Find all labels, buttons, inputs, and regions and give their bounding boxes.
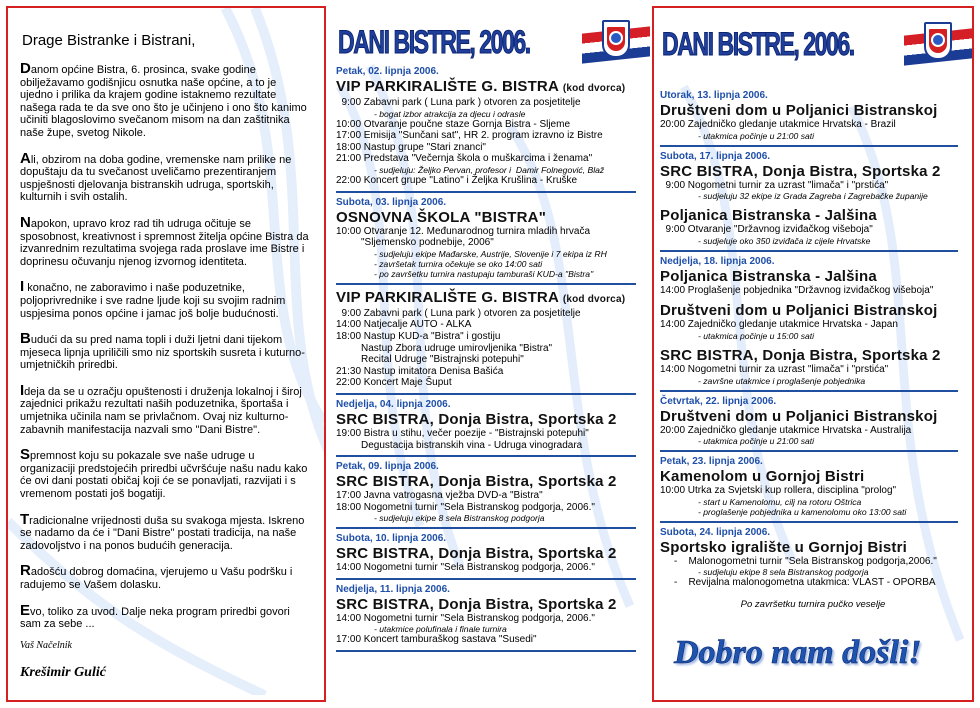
event-item: Nastup Zbora udruge umirovljenika "Bistra" <box>336 342 553 354</box>
event-item: 14:00 Zajedničko gledanje utakmice Hrvatska - Japan <box>660 319 898 331</box>
event-day <box>336 289 636 395</box>
signature-name: Krešimir Gulić <box>20 664 106 680</box>
event-date: Nedjelja, 04. lipnja 2006. <box>336 398 451 410</box>
event-item: 18:00 Nogometni turnir "Sela Bistranskog podgorja, 2006." <box>336 501 595 513</box>
paragraph-text: adošću dobrog domaćina, vjerujemo u Vašu podršku i radujemo se Vašem dolasku. <box>20 566 293 591</box>
event-note: - utakmica počinje u 15:00 sati <box>698 330 815 341</box>
venue-name: VIP PARKIRALIŠTE G. BISTRA <box>336 288 559 306</box>
event-item: 10:00 Otvaranje poučne staze Gornja Bistra - Sljeme <box>336 118 571 130</box>
drop-initial: N <box>20 213 31 231</box>
drop-initial: T <box>20 510 30 528</box>
letter-column <box>6 6 326 702</box>
event-item: 14:00 Proglašenje pobjednika "Državnog izviđačkog višeboja" <box>660 284 934 296</box>
event-item: "Sljemensko podnebije, 2006" <box>336 237 494 249</box>
event-note: - sudjeluju 32 ekipe iz Grada Zagreba i Zagrebačke županije <box>698 191 928 202</box>
letter-paragraph <box>20 601 310 631</box>
event-day <box>336 461 636 529</box>
letter-greeting: Drage Bistranke i Bistrani, <box>22 32 196 49</box>
event-item: 14:00 Nogometni turnir "Sela Bistranskog podgorja, 2006." <box>336 612 595 624</box>
coat-of-arms-icon <box>902 22 972 66</box>
event-item: - Revijalna malonogometna utakmica: VLAST - OPORBA <box>674 577 936 589</box>
letter-paragraph <box>20 381 310 436</box>
event-date: Subota, 24. lipnja 2006. <box>660 526 771 538</box>
event-note: - završetak turnira očekuje se oko 14:00 sati <box>374 258 543 269</box>
event-note: - po završetku turnira nastupaju tamburaši KUD-a "Bistra" <box>374 268 594 279</box>
event-day <box>660 396 958 453</box>
event-item: 10:00 Otvaranje 12. Međunarodnog turnira mladih hrvača <box>336 225 591 237</box>
event-item: 19:00 Bistra u stihu, večer poezije - "Bistrajnski potepuhi" <box>336 427 589 439</box>
venue-name: SRC BISTRA, Donja Bistra, Sportska 2 <box>336 545 617 563</box>
paragraph-text: radicionalne vrijednosti duša su svakoga mjesta. Iskreno se nadamo da će i "Dani Bistre" postati tradicija, na naše zadovoljstvo i na ponos budućih generacija. <box>20 514 305 552</box>
drop-initial: B <box>20 330 31 348</box>
welcome-slogan: Dobro nam došli! <box>674 634 922 671</box>
letter-paragraph <box>20 149 310 204</box>
event-item: Recital Udruge "Bistrajnski potepuhi" <box>336 354 524 366</box>
event-venue: SRC BISTRA, Donja Bistra, Sportska 2 <box>660 162 941 180</box>
event-venue <box>336 545 636 562</box>
program-column-left <box>330 6 650 702</box>
event-date: Subota, 03. lipnja 2006. <box>336 196 447 208</box>
event-item: 22:00 Koncert grupe "Latino" i Željka Krušlina - Kruške <box>336 174 578 186</box>
event-item: 21:00 Predstava "Večernja škola o muškarcima i ženama" <box>336 153 593 165</box>
coat-of-arms-icon <box>580 20 650 64</box>
event-venue: Poljanica Bistranska - Jalšina <box>660 207 877 225</box>
signature-title: Vaš Načelnik <box>20 639 72 651</box>
event-item: 20:00 Zajedničko gledanje utakmice Hrvatska - Brazil <box>660 119 896 130</box>
event-day <box>336 66 636 193</box>
drop-initial: R <box>20 562 31 580</box>
event-day <box>660 90 958 147</box>
event-item: 17:00 Koncert tamburaškog sastava "Susedi" <box>336 634 537 646</box>
letter-body <box>8 60 324 631</box>
event-item: - Malonogometni turnir "Sela Bistranskog podgorja,2006." <box>674 555 937 567</box>
event-date: Četvrtak, 22. lipnja 2006. <box>660 395 777 407</box>
program-list-right <box>654 90 972 593</box>
letter-paragraph <box>20 60 310 140</box>
festival-title: DANI BISTRE, 2006. <box>662 26 854 62</box>
event-note: - sudjeluju: Željko Pervan, profesor i Damir Folnegović, Blaž <box>374 164 605 175</box>
event-item: 17:00 Javna vatrogasna vježba DVD-a "Bistra" <box>336 490 543 502</box>
event-day <box>660 456 958 523</box>
event-item: 9:00 Nogometni turnir za uzrast "limača" i "prstića" <box>660 179 889 191</box>
closing-note: Po završetku turnira pučko veselje <box>740 598 886 610</box>
event-venue: Poljanica Bistranska - Jalšina <box>660 267 877 285</box>
event-venue <box>336 596 636 613</box>
event-venue <box>336 289 636 308</box>
letter-paragraph <box>20 278 310 320</box>
event-day <box>336 533 636 580</box>
event-note: - utakmice polufinala i finale turnira <box>374 624 507 635</box>
letter-paragraph <box>20 330 310 372</box>
event-date: Petak, 09. lipnja 2006. <box>336 461 439 473</box>
event-note: - sudjeluju ekipe 8 sela Bistranskog podgorja <box>698 567 869 578</box>
event-item: 9:00 Zabavni park ( Luna park ) otvoren za posjetitelje <box>336 307 581 319</box>
event-item: 17:00 Emisija "Sunčani sat", HR 2. program izravno iz Bistre <box>336 130 603 142</box>
event-day <box>336 584 636 652</box>
event-date: Subota, 10. lipnja 2006. <box>336 533 447 545</box>
paragraph-text: deja da se u ozračju opuštenosti i druženja lokalnoj i široj zajednici prikažu rezultati naših poduzetnika, športaša i umjetnika učinila nam se privlačnom. Ovaj niz kulturno-zabavnih manifestacija nazvali smo "Dani Bistre". <box>20 385 302 436</box>
venue-note: (kod dvorca) <box>562 293 626 305</box>
event-item: Degustacija bistranskih vina - Udruga vinogradara <box>336 439 583 451</box>
event-note: - sudjeluje oko 350 izviđača iz cijele Hrvatske <box>698 235 871 246</box>
event-venue <box>336 209 636 226</box>
header-banner <box>654 8 972 70</box>
paragraph-text: konačno, ne zaboravimo i naše poduzetnike, poljoprivrednike i sve radne ljude koji su svojim radnim uspjesima ponos općine i jamac još bolje budućnosti. <box>20 282 286 320</box>
event-venue: Društveni dom u Poljanici Bistranskoj <box>660 407 938 425</box>
event-item: 21:30 Nastup imitatora Denisa Bašića <box>336 365 504 377</box>
event-note: - utakmica počinje u 21:00 sati <box>698 436 815 447</box>
venue-name: SRC BISTRA, Donja Bistra, Sportska 2 <box>336 410 617 428</box>
event-item: 14:00 Natjecalje AUTO - ALKA <box>336 319 472 331</box>
event-item: 14:00 Nogometni turnir "Sela Bistranskog podgorja, 2006." <box>336 562 595 574</box>
event-venue: Kamenolom u Gornjoj Bistri <box>660 468 865 486</box>
event-note: - sudjeluju ekipe Mađarske, Austrije, Slovenije i 7 ekipa iz RH <box>374 248 607 259</box>
paragraph-text: anom općine Bistra, 6. prosinca, svake godine obilježavamo godišnjicu osnutka naše općine, a to je ujedno i prilika da krajem godine istaknemo rezultate našega rada te da sve ono što je učinjeno i ono što kanimo učiniti blagoslovimo svečanom misom na dan zaštitnika naše župe, svetog Nikole. <box>20 64 307 139</box>
event-venue <box>336 411 636 428</box>
drop-initial: I <box>20 381 25 399</box>
event-day <box>660 151 958 252</box>
drop-initial: E <box>20 601 31 619</box>
event-item: 22:00 Koncert Maje Šuput <box>336 377 452 389</box>
drop-initial: S <box>20 446 31 464</box>
event-note: - proglašenje pobjednika u kamenolomu oko 13:00 sati <box>698 506 907 517</box>
event-item: 18:00 Nastup grupe "Stari znanci" <box>336 141 486 153</box>
letter-paragraph <box>20 213 310 268</box>
drop-initial: D <box>20 60 31 77</box>
program-list-left <box>330 66 650 652</box>
event-venue <box>336 78 636 97</box>
paragraph-text: premnost koju su pokazale sve naše udruge u organizaciji predstojećih priredbi učvršćuje našu nadu kako će ovi dani postati običaj koji će se ponavljati, razvijati i s vremenom postati još bogatiji. <box>20 450 308 501</box>
event-item: 10:00 Utrka za Svjetski kup rollera, disciplina "prolog" <box>660 485 897 497</box>
event-date: Nedjelja, 11. lipnja 2006. <box>336 583 450 595</box>
festival-title: DANI BISTRE, 2006. <box>338 24 530 60</box>
event-note: - završne utakmice i proglašenje pobjednika <box>698 375 866 386</box>
paragraph-text: apokon, upravo kroz rad tih udruga očituje se sposobnost, kreativnost i spremnost žitelja općine Bistra da izvanrednim rezultatima svojega rada proslave ime Bistre i doprinesu očuvanju njenog izvornog identiteta. <box>20 217 309 268</box>
event-day <box>336 197 636 285</box>
event-note: - bogat izbor atrakcija za djecu i odrasle <box>374 108 526 119</box>
event-date: Utorak, 13. lipnja 2006. <box>660 90 768 101</box>
event-venue <box>336 473 636 490</box>
program-column-right <box>652 6 974 702</box>
venue-name: VIP PARKIRALIŠTE G. BISTRA <box>336 78 559 95</box>
event-date: Subota, 17. lipnja 2006. <box>660 150 771 162</box>
event-venue: SRC BISTRA, Donja Bistra, Sportska 2 <box>660 346 941 364</box>
event-item: 9:00 Otvaranje "Državnog izviđačkog višeboja" <box>660 224 873 236</box>
event-date: Petak, 23. lipnja 2006. <box>660 456 763 468</box>
venue-name: SRC BISTRA, Donja Bistra, Sportska 2 <box>336 473 617 491</box>
header-banner <box>330 6 650 68</box>
venue-name: OSNOVNA ŠKOLA "BISTRA" <box>336 208 547 226</box>
venue-name: SRC BISTRA, Donja Bistra, Sportska 2 <box>336 595 617 613</box>
venue-note: (kod dvorca) <box>562 83 626 94</box>
event-day <box>660 527 958 593</box>
event-item: 18:00 Nastup KUD-a "Bistra" i gostiju <box>336 330 501 342</box>
letter-paragraph <box>20 562 310 591</box>
letter-paragraph <box>20 510 310 553</box>
letter-paragraph <box>20 446 310 501</box>
event-date: Nedjelja, 18. lipnja 2006. <box>660 255 775 267</box>
event-venue: Sportsko igralište u Gornjoj Bistri <box>660 538 908 556</box>
event-item: 9:00 Zabavni park ( Luna park ) otvoren za posjetitelje <box>336 97 581 108</box>
event-note: - start u Kamenolomu, cilj na rotoru Oštrica <box>698 496 862 507</box>
event-note: - utakmica počinje u 21:00 sati <box>698 130 815 141</box>
event-day <box>660 256 958 392</box>
event-item: 14:00 Nogometni turnir za uzrast "limača" i "prstića" <box>660 363 889 375</box>
event-day <box>336 399 636 457</box>
drop-initial: A <box>20 149 31 167</box>
event-item: 20:00 Zajedničko gledanje utakmice Hrvatska - Australija <box>660 424 912 436</box>
drop-initial: I <box>20 278 25 296</box>
paragraph-text: udući da su pred nama topli i duži ljetni dani tijekom mjeseca lipnja upriličili smo niz sportskih susreta i kuturno-umjetničkih priredbi. <box>20 334 305 372</box>
event-venue: Društveni dom u Poljanici Bistranskoj <box>660 302 938 320</box>
event-venue: Društveni dom u Poljanici Bistranskoj <box>660 102 938 119</box>
event-date: Petak, 02. lipnja 2006. <box>336 66 439 77</box>
event-note: - sudjeluju ekipe 8 sela Bistranskog podgorja <box>374 513 545 524</box>
paragraph-text: vo, toliko za uvod. Dalje neka program priredbi govori sam za sebe ... <box>20 605 290 631</box>
paragraph-text: li, obzirom na doba godine, vremenske nam prilike ne dopuštaju da tu svečanost uveličamo prezentiranjem uspješnosti djelovanja bistranskih udruga, sportskih, kulturnih i svih ostalih. <box>20 153 292 204</box>
